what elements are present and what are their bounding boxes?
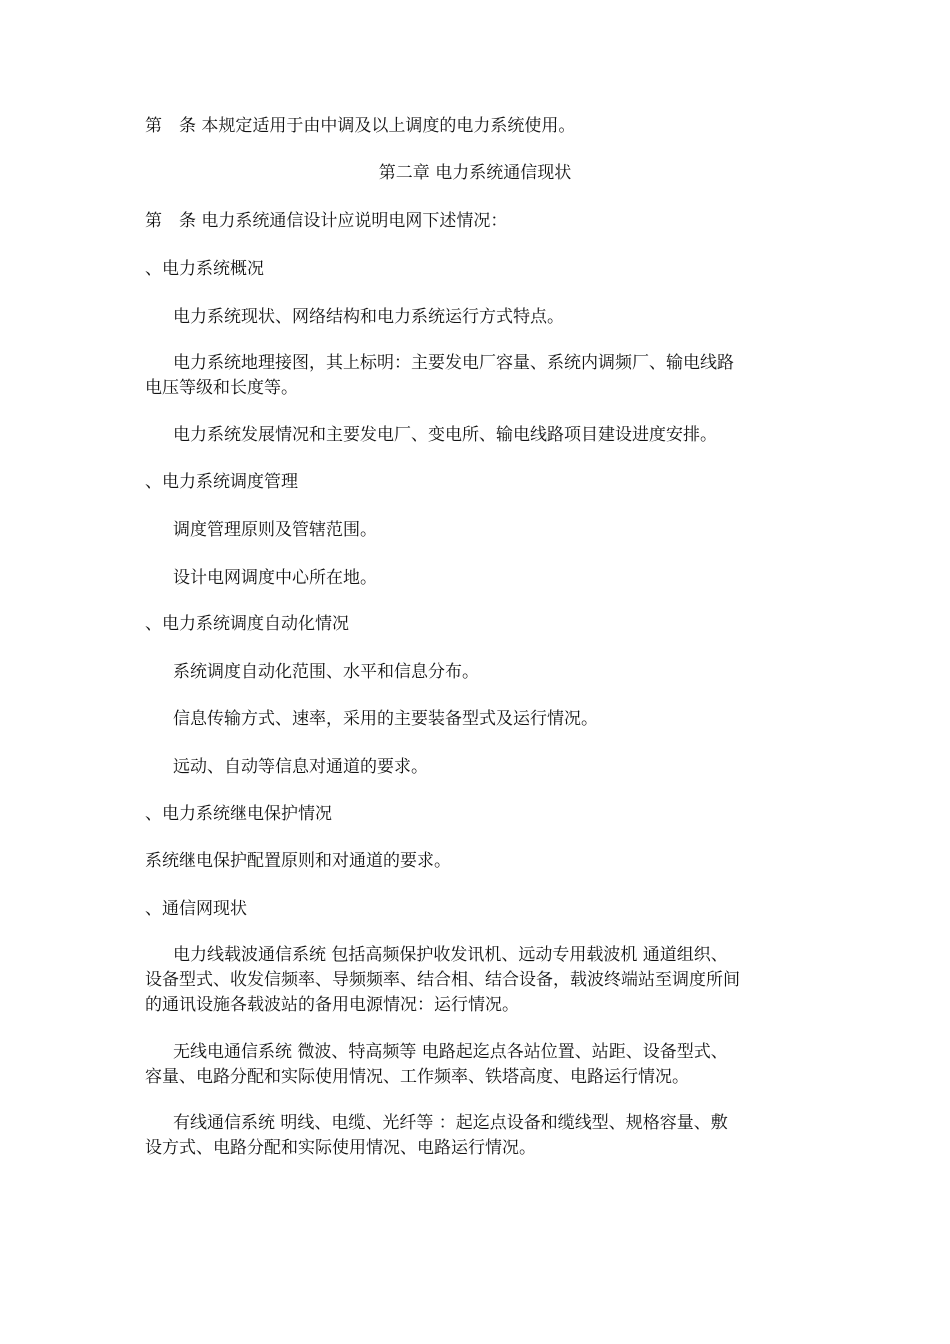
paragraph-dispatch-center: 设计电网调度中心所在地。 bbox=[173, 568, 377, 588]
paragraph-line: 容量、电路分配和实际使用情况、工作频率、铁塔高度、电路运行情况。 bbox=[145, 1067, 689, 1087]
paragraph-line: 电力系统地理接图，其上标明：主要发电厂容量、系统内调频厂、输电线路 bbox=[173, 353, 734, 373]
paragraph-power-line-carrier bbox=[145, 943, 810, 1018]
paragraph-channel-requirements: 远动、自动等信息对通道的要求。 bbox=[173, 757, 428, 777]
paragraph-current-status: 电力系统现状、网络结构和电力系统运行方式特点。 bbox=[173, 307, 564, 327]
section-heading-relay-protection: 、电力系统继电保护情况 bbox=[145, 804, 332, 824]
paragraph-transmission-mode: 信息传输方式、速率，采用的主要装备型式及运行情况。 bbox=[173, 709, 598, 729]
paragraph-line: 电力线载波通信系统 包括高频保护收发讯机、远动专用载波机 通道组织、 bbox=[173, 945, 728, 965]
paragraph-line: 有线通信系统 明线、电缆、光纤等 ：起迄点设备和缆线型、规格容量、敷 bbox=[173, 1113, 728, 1133]
paragraph-relay-configuration: 系统继电保护配置原则和对通道的要求。 bbox=[145, 851, 451, 871]
paragraph-wireless-communication bbox=[145, 1040, 810, 1090]
paragraph-line: 设备型式、收发信频率、导频频率、结合相、结合设备，载波终端站至调度所间 bbox=[145, 970, 740, 990]
section-heading-communication-network: 、通信网现状 bbox=[145, 899, 247, 919]
section-heading-dispatch-automation: 、电力系统调度自动化情况 bbox=[145, 614, 349, 634]
paragraph-wired-communication bbox=[145, 1111, 810, 1161]
article-scope: 第 条 本规定适用于由中调及以上调度的电力系统使用。 bbox=[145, 116, 576, 136]
chapter-heading: 第二章 电力系统通信现状 bbox=[378, 163, 572, 183]
paragraph-line: 设方式、电路分配和实际使用情况、电路运行情况。 bbox=[145, 1138, 536, 1158]
paragraph-line: 无线电通信系统 微波、特高频等 电路起迄点各站位置、站距、设备型式、 bbox=[173, 1042, 728, 1062]
section-heading-power-system-overview: 、电力系统概况 bbox=[145, 259, 264, 279]
paragraph-dispatch-principles: 调度管理原则及管辖范围。 bbox=[173, 520, 377, 540]
article-design-requirements: 第 条 电力系统通信设计应说明电网下述情况： bbox=[145, 211, 508, 231]
section-heading-dispatch-management: 、电力系统调度管理 bbox=[145, 472, 298, 492]
paragraph-line: 电压等级和长度等。 bbox=[145, 378, 298, 398]
paragraph-development: 电力系统发展情况和主要发电厂、变电所、输电线路项目建设进度安排。 bbox=[173, 425, 717, 445]
paragraph-automation-scope: 系统调度自动化范围、水平和信息分布。 bbox=[173, 662, 479, 682]
paragraph-line: 的通讯设施各载波站的备用电源情况：运行情况。 bbox=[145, 995, 519, 1015]
paragraph-geographic-map bbox=[145, 351, 810, 401]
